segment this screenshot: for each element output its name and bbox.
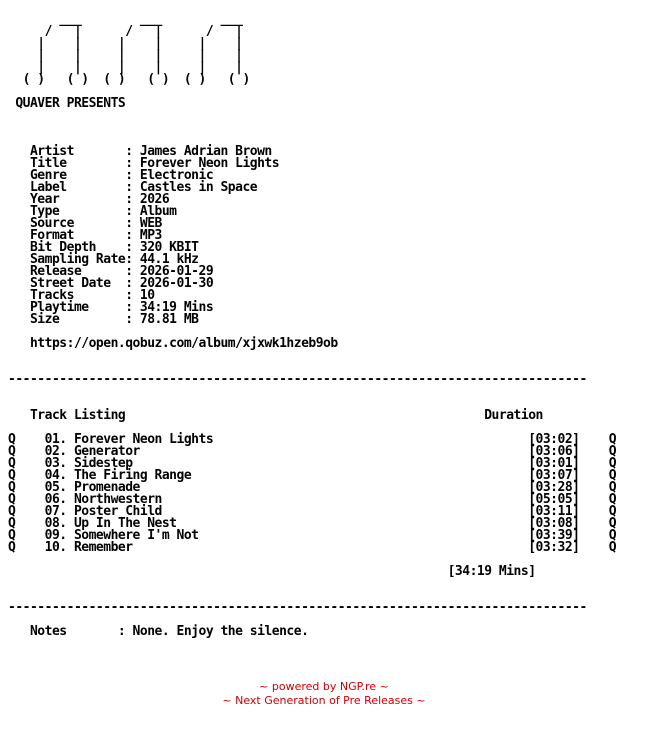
blank-line: [8, 578, 616, 590]
info-genre: Genre : Electronic: [8, 168, 214, 183]
info-playtime: Playtime : 34:19 Mins: [8, 300, 214, 315]
logo-line-6: ( ) ( ) ( ) ( ) ( ) ( ): [8, 72, 250, 87]
info-title: Title : Forever Neon Lights: [8, 156, 280, 171]
info-artist: Artist : James Adrian Brown: [8, 144, 272, 159]
track-row: Q 10. Remember [03:32] Q: [8, 540, 617, 555]
presents-line: QUAVER PRESENTS: [8, 96, 126, 111]
track-row: Q 03. Sidestep [03:01] Q: [8, 456, 617, 471]
info-sampling-rate: Sampling Rate: 44.1 kHz: [8, 252, 199, 267]
info-bit-depth: Bit Depth : 320 KBIT: [8, 240, 199, 255]
info-format: Format : MP3: [8, 228, 162, 243]
info-release: Release : 2026-01-29: [8, 264, 214, 279]
track-row: Q 02. Generator [03:06] Q: [8, 444, 617, 459]
tracklist-header: Track Listing Duration: [8, 408, 543, 423]
album-url[interactable]: https://open.qobuz.com/album/xjxwk1hzeb9ob: [8, 336, 338, 351]
logo-line-5: | | | | | |: [8, 60, 243, 75]
info-source: Source : WEB: [8, 216, 162, 231]
nfo-text: [8, 2, 616, 638]
notes-line: Notes : None. Enjoy the silence.: [8, 624, 309, 639]
footer: [0, 680, 648, 708]
info-year: Year : 2026: [8, 192, 170, 207]
divider-line: -------------------------------------------------------------------------------: [8, 372, 587, 387]
track-row: Q 09. Somewhere I'm Not [03:39] Q: [8, 528, 617, 543]
track-row: Q 06. Northwestern [05:05] Q: [8, 492, 617, 507]
info-size: Size : 78.81 MB: [8, 312, 199, 327]
logo-line-4: | | | | | |: [8, 48, 243, 63]
track-row: Q 01. Forever Neon Lights [03:02] Q: [8, 432, 617, 447]
info-type: Type : Album: [8, 204, 177, 219]
blank-line: [8, 110, 616, 122]
track-row: Q 04. The Firing Range [03:07] Q: [8, 468, 617, 483]
footer-tagline: ~ Next Generation of Pre Releases ~: [222, 694, 426, 707]
track-row: Q 08. Up In The Nest [03:08] Q: [8, 516, 617, 531]
footer-powered-by[interactable]: ~ powered by NGP.re ~: [259, 680, 389, 693]
blank-line: [8, 350, 616, 362]
blank-line: [8, 122, 616, 134]
track-row: Q 07. Poster Child [03:11] Q: [8, 504, 617, 519]
logo-line-3: | | | | | |: [8, 36, 243, 51]
info-tracks: Tracks : 10: [8, 288, 155, 303]
track-row: Q 05. Promenade [03:28] Q: [8, 480, 617, 495]
divider-line: -------------------------------------------------------------------------------: [8, 600, 587, 615]
logo-line-2: / | / | / |: [8, 24, 243, 39]
info-street-date: Street Date : 2026-01-30: [8, 276, 214, 291]
logo-line-1: ___ ___ ___: [8, 12, 243, 27]
blank-line: [8, 386, 616, 398]
info-label: Label : Castles in Space: [8, 180, 258, 195]
total-duration: [34:19 Mins]: [8, 564, 536, 579]
